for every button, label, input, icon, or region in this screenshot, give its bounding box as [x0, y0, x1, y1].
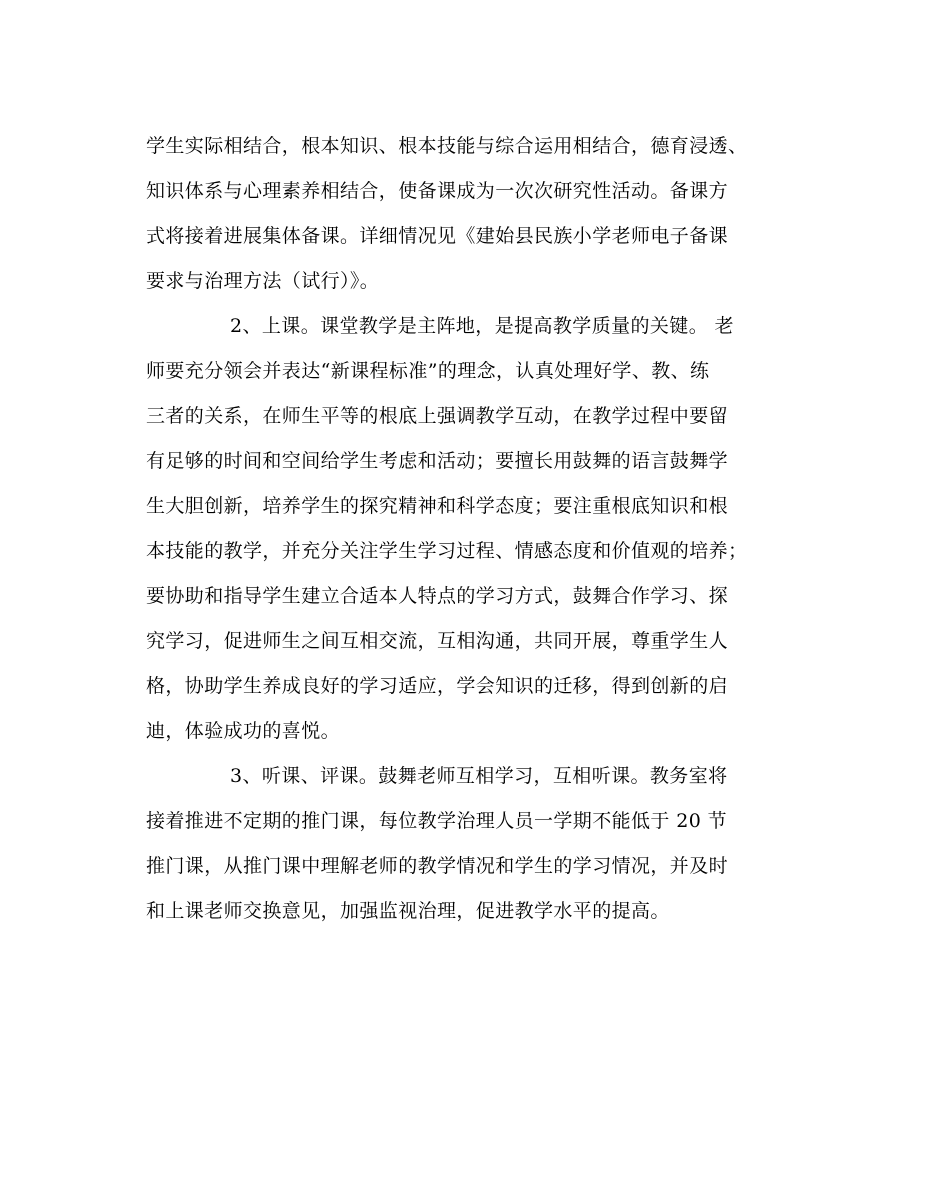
- paragraph-line: 生大胆创新，培养学生的探究精神和科学态度；要注重根底知识和根: [146, 495, 729, 517]
- paragraph-line: 接着推进不定期的推门课，每位教学治理人员一学期不能低于 20 节: [146, 810, 728, 832]
- paragraph-line: 和上课老师交换意见，加强监视治理，促进教学水平的提高。: [146, 900, 670, 922]
- paragraph-line: 本技能的教学，并充分关注学生学习过程、情感态度和价值观的培养；: [146, 540, 748, 562]
- paragraph-line: 2、上课。课堂教学是主阵地，是提高教学质量的关键。 老: [230, 315, 734, 337]
- paragraph-line: 三者的关系，在师生平等的根底上强调教学互动，在教学过程中要留: [146, 405, 729, 427]
- paragraph-line: 推门课，从推门课中理解老师的教学情况和学生的学习情况，并及时: [146, 855, 729, 877]
- paragraph-line: 3、听课、评课。鼓舞老师互相学习，互相听课。教务室将: [230, 765, 728, 787]
- paragraph-line: 知识体系与心理素养相结合，使备课成为一次次研究性活动。备课方: [146, 180, 729, 202]
- paragraph-line: 有足够的时间和空间给学生考虑和活动；要擅长用鼓舞的语言鼓舞学: [146, 450, 729, 472]
- paragraph-line: 格，协助学生养成良好的学习适应，学会知识的迁移，得到创新的启: [146, 675, 729, 697]
- paragraph-3: [146, 754, 826, 934]
- document-body: [146, 124, 826, 934]
- paragraph-line: 师要充分领会并表达“新课程标准”的理念，认真处理好学、教、练: [146, 360, 710, 382]
- paragraph-line: 式将接着进展集体备课。详细情况见《建始县民族小学老师电子备课: [146, 225, 729, 247]
- paragraph-1: [146, 124, 826, 304]
- paragraph-2: [146, 304, 826, 754]
- paragraph-line: 要求与治理方法（试行）》。: [146, 270, 380, 292]
- paragraph-line: 要协助和指导学生建立合适本人特点的学习方式，鼓舞合作学习、探: [146, 585, 729, 607]
- paragraph-line: 迪，体验成功的喜悦。: [146, 720, 341, 742]
- paragraph-line: 学生实际相结合，根本知识、根本技能与综合运用相结合，德育浸透、: [146, 135, 748, 157]
- paragraph-line: 究学习，促进师生之间互相交流，互相沟通，共同开展，尊重学生人: [146, 630, 729, 652]
